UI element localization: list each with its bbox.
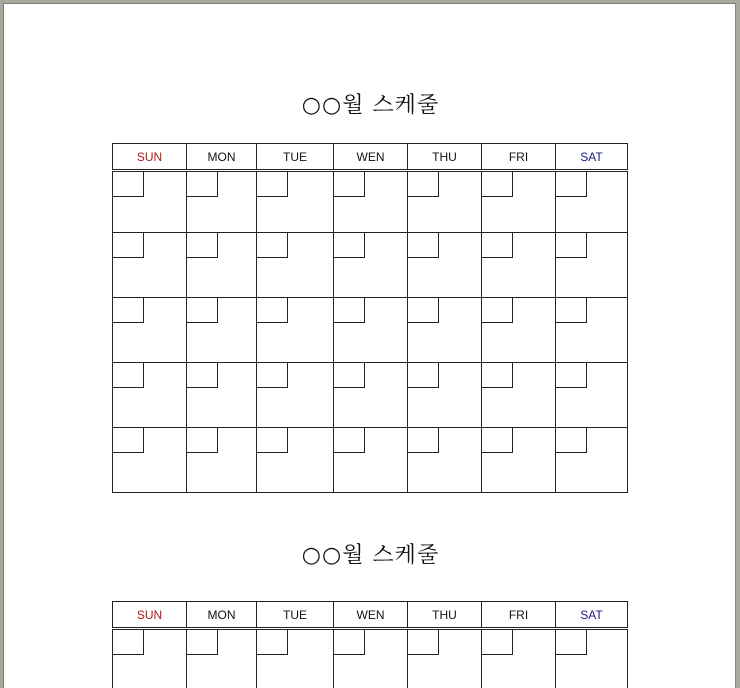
day-cell[interactable]	[482, 233, 556, 298]
day-cell[interactable]	[556, 171, 628, 233]
week-row	[113, 171, 628, 233]
date-number-box[interactable]	[482, 233, 513, 258]
week-row	[113, 428, 628, 493]
day-header-wen: WEN	[334, 144, 408, 171]
calendar-table	[112, 601, 628, 688]
day-cell[interactable]	[257, 363, 334, 428]
weekday-header-row	[113, 144, 628, 171]
day-cell[interactable]	[334, 363, 408, 428]
date-number-box[interactable]	[482, 298, 513, 323]
day-cell[interactable]	[556, 298, 628, 363]
date-number-box[interactable]	[408, 363, 439, 388]
day-cell[interactable]	[334, 233, 408, 298]
day-cell[interactable]	[257, 233, 334, 298]
day-header-tue: TUE	[257, 144, 334, 171]
date-number-box[interactable]	[113, 298, 144, 323]
date-number-box[interactable]	[257, 298, 288, 323]
date-number-box[interactable]	[334, 298, 365, 323]
date-number-box[interactable]	[556, 172, 587, 197]
date-number-box[interactable]	[482, 363, 513, 388]
date-number-box[interactable]	[556, 233, 587, 258]
day-cell[interactable]	[113, 629, 187, 688]
day-cell[interactable]	[187, 363, 257, 428]
day-cell[interactable]	[113, 363, 187, 428]
date-number-box[interactable]	[113, 428, 144, 453]
date-number-box[interactable]	[187, 428, 218, 453]
date-number-box[interactable]	[334, 363, 365, 388]
day-header-wen: WEN	[334, 602, 408, 629]
day-header-thu: THU	[408, 144, 482, 171]
day-cell[interactable]	[187, 171, 257, 233]
day-cell[interactable]	[556, 233, 628, 298]
date-number-box[interactable]	[187, 630, 218, 655]
date-number-box[interactable]	[334, 428, 365, 453]
day-cell[interactable]	[408, 428, 482, 493]
day-cell[interactable]	[408, 363, 482, 428]
date-number-box[interactable]	[482, 630, 513, 655]
date-number-box[interactable]	[408, 233, 439, 258]
week-row	[113, 298, 628, 363]
day-cell[interactable]	[113, 298, 187, 363]
calendar-grid	[112, 143, 627, 493]
date-number-box[interactable]	[257, 630, 288, 655]
day-cell[interactable]	[257, 171, 334, 233]
day-cell[interactable]	[334, 298, 408, 363]
date-number-box[interactable]	[113, 172, 144, 197]
day-header-sat: SAT	[556, 602, 628, 629]
day-cell[interactable]	[482, 629, 556, 688]
calendar-table	[112, 143, 628, 493]
day-header-mon: MON	[187, 602, 257, 629]
date-number-box[interactable]	[408, 630, 439, 655]
day-header-thu: THU	[408, 602, 482, 629]
date-number-box[interactable]	[257, 363, 288, 388]
day-cell[interactable]	[187, 233, 257, 298]
day-cell[interactable]	[334, 629, 408, 688]
day-cell[interactable]	[113, 233, 187, 298]
date-number-box[interactable]	[187, 298, 218, 323]
date-number-box[interactable]	[408, 298, 439, 323]
day-cell[interactable]	[408, 233, 482, 298]
day-cell[interactable]	[556, 363, 628, 428]
date-number-box[interactable]	[334, 630, 365, 655]
day-cell[interactable]	[482, 428, 556, 493]
date-number-box[interactable]	[408, 428, 439, 453]
weekday-header-row	[113, 602, 628, 629]
date-number-box[interactable]	[334, 172, 365, 197]
day-cell[interactable]	[257, 629, 334, 688]
day-cell[interactable]	[187, 298, 257, 363]
date-number-box[interactable]	[257, 172, 288, 197]
date-number-box[interactable]	[187, 172, 218, 197]
day-header-fri: FRI	[482, 144, 556, 171]
day-cell[interactable]	[257, 298, 334, 363]
date-number-box[interactable]	[257, 428, 288, 453]
day-header-mon: MON	[187, 144, 257, 171]
calendar-title: ○○월 스케줄	[301, 543, 440, 568]
day-cell[interactable]	[408, 298, 482, 363]
document-page	[3, 3, 736, 688]
calendar-grid	[112, 601, 627, 688]
date-number-box[interactable]	[482, 172, 513, 197]
date-number-box[interactable]	[556, 428, 587, 453]
day-cell[interactable]	[257, 428, 334, 493]
day-cell[interactable]	[113, 171, 187, 233]
calendar-title: ○○월 스케줄	[301, 93, 440, 118]
date-number-box[interactable]	[408, 172, 439, 197]
date-number-box[interactable]	[556, 630, 587, 655]
day-header-fri: FRI	[482, 602, 556, 629]
date-number-box[interactable]	[113, 363, 144, 388]
date-number-box[interactable]	[556, 363, 587, 388]
week-row	[113, 233, 628, 298]
day-cell[interactable]	[556, 629, 628, 688]
day-cell[interactable]	[113, 428, 187, 493]
day-header-sun: SUN	[113, 602, 187, 629]
date-number-box[interactable]	[257, 233, 288, 258]
day-cell[interactable]	[408, 629, 482, 688]
date-number-box[interactable]	[187, 233, 218, 258]
week-row	[113, 363, 628, 428]
day-cell[interactable]	[334, 428, 408, 493]
date-number-box[interactable]	[113, 630, 144, 655]
date-number-box[interactable]	[482, 428, 513, 453]
day-cell[interactable]	[187, 428, 257, 493]
day-cell[interactable]	[556, 428, 628, 493]
week-row	[113, 629, 628, 688]
day-cell[interactable]	[334, 171, 408, 233]
day-cell[interactable]	[482, 171, 556, 233]
day-header-sat: SAT	[556, 144, 628, 171]
day-cell[interactable]	[482, 363, 556, 428]
day-cell[interactable]	[187, 629, 257, 688]
date-number-box[interactable]	[113, 233, 144, 258]
day-cell[interactable]	[482, 298, 556, 363]
day-header-tue: TUE	[257, 602, 334, 629]
day-cell[interactable]	[408, 171, 482, 233]
date-number-box[interactable]	[556, 298, 587, 323]
date-number-box[interactable]	[334, 233, 365, 258]
date-number-box[interactable]	[187, 363, 218, 388]
day-header-sun: SUN	[113, 144, 187, 171]
